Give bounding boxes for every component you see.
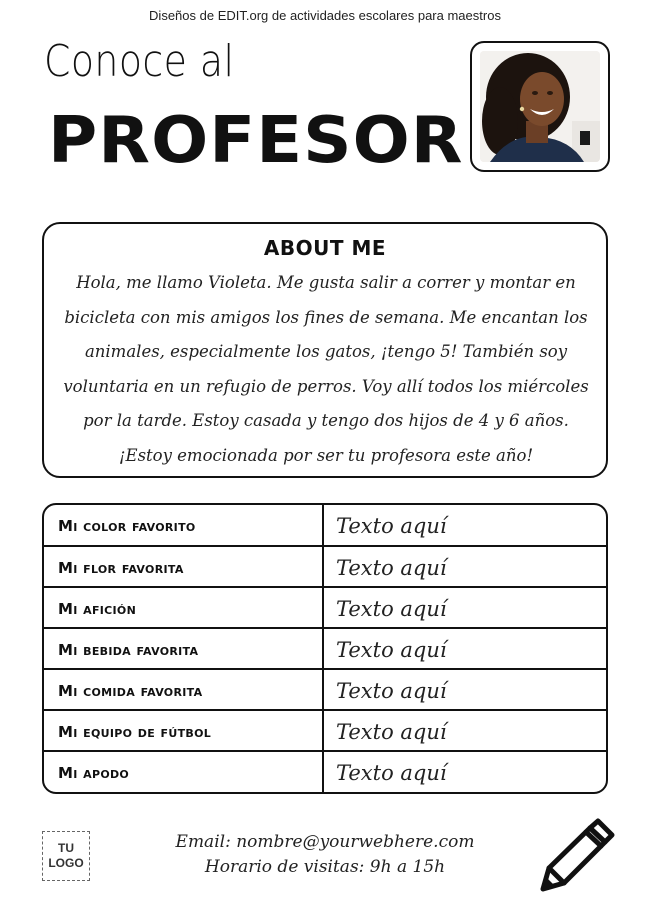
favorite-label: Mi equipo de fútbol (58, 723, 212, 741)
table-row (44, 586, 606, 626)
favorites-table (42, 503, 608, 794)
favorite-label: Mi comida favorita (58, 682, 203, 700)
logo-line1: TU (58, 841, 74, 855)
page-title: PROFESOR (48, 104, 464, 178)
teacher-photo-image (480, 51, 600, 162)
table-row (44, 627, 606, 667)
teacher-photo (480, 51, 600, 162)
logo-placeholder[interactable] (42, 831, 90, 881)
pencil-icon (538, 818, 616, 894)
about-text[interactable]: Hola, me llamo Violeta. Me gusta salir a correr y montar en bicicleta con mis amigos los fines de semana. Me encantan los animales, especialmente los gatos, ¡tengo 5! También soy voluntaria en un refugio de perros. Voy allí todos los miércoles por la tarde. Estoy casada y tengo dos hijos de 4 y 6 años. ¡Estoy emocionada por ser tu profesora este año! (63, 273, 589, 465)
favorite-label: Mi afición (58, 600, 137, 618)
favorite-label: Mi color favorito (58, 517, 196, 535)
logo-text (43, 841, 89, 871)
pencil-icon-svg (538, 818, 616, 894)
top-banner: Diseños de EDIT.org de actividades escolares para maestros (149, 8, 501, 23)
table-row (44, 709, 606, 749)
favorite-label: Mi bebida favorita (58, 641, 199, 659)
table-row (44, 545, 606, 585)
table-row (44, 668, 606, 708)
table-row (44, 750, 606, 790)
logo-line2: LOGO (48, 856, 84, 870)
favorite-value[interactable]: Texto aquí (336, 679, 447, 703)
contact-email[interactable]: Email: nombre@yourwebhere.com (175, 832, 475, 852)
table-row (44, 505, 606, 545)
favorite-value[interactable]: Texto aquí (336, 761, 447, 785)
title-line1: Conoce al (44, 36, 235, 87)
favorite-value[interactable]: Texto aquí (336, 638, 447, 662)
favorite-label: Mi flor favorita (58, 559, 184, 577)
favorite-value[interactable]: Texto aquí (336, 597, 447, 621)
photo-frame[interactable] (470, 41, 610, 172)
contact-hours: Horario de visitas: 9h a 15h (204, 857, 446, 877)
favorite-value[interactable]: Texto aquí (336, 556, 447, 580)
favorite-label: Mi apodo (58, 764, 130, 782)
about-me-box (42, 222, 608, 478)
favorite-value[interactable]: Texto aquí (336, 720, 447, 744)
contact-info (150, 830, 500, 880)
about-title: ABOUT ME (263, 236, 387, 260)
favorite-value[interactable]: Texto aquí (336, 514, 447, 538)
